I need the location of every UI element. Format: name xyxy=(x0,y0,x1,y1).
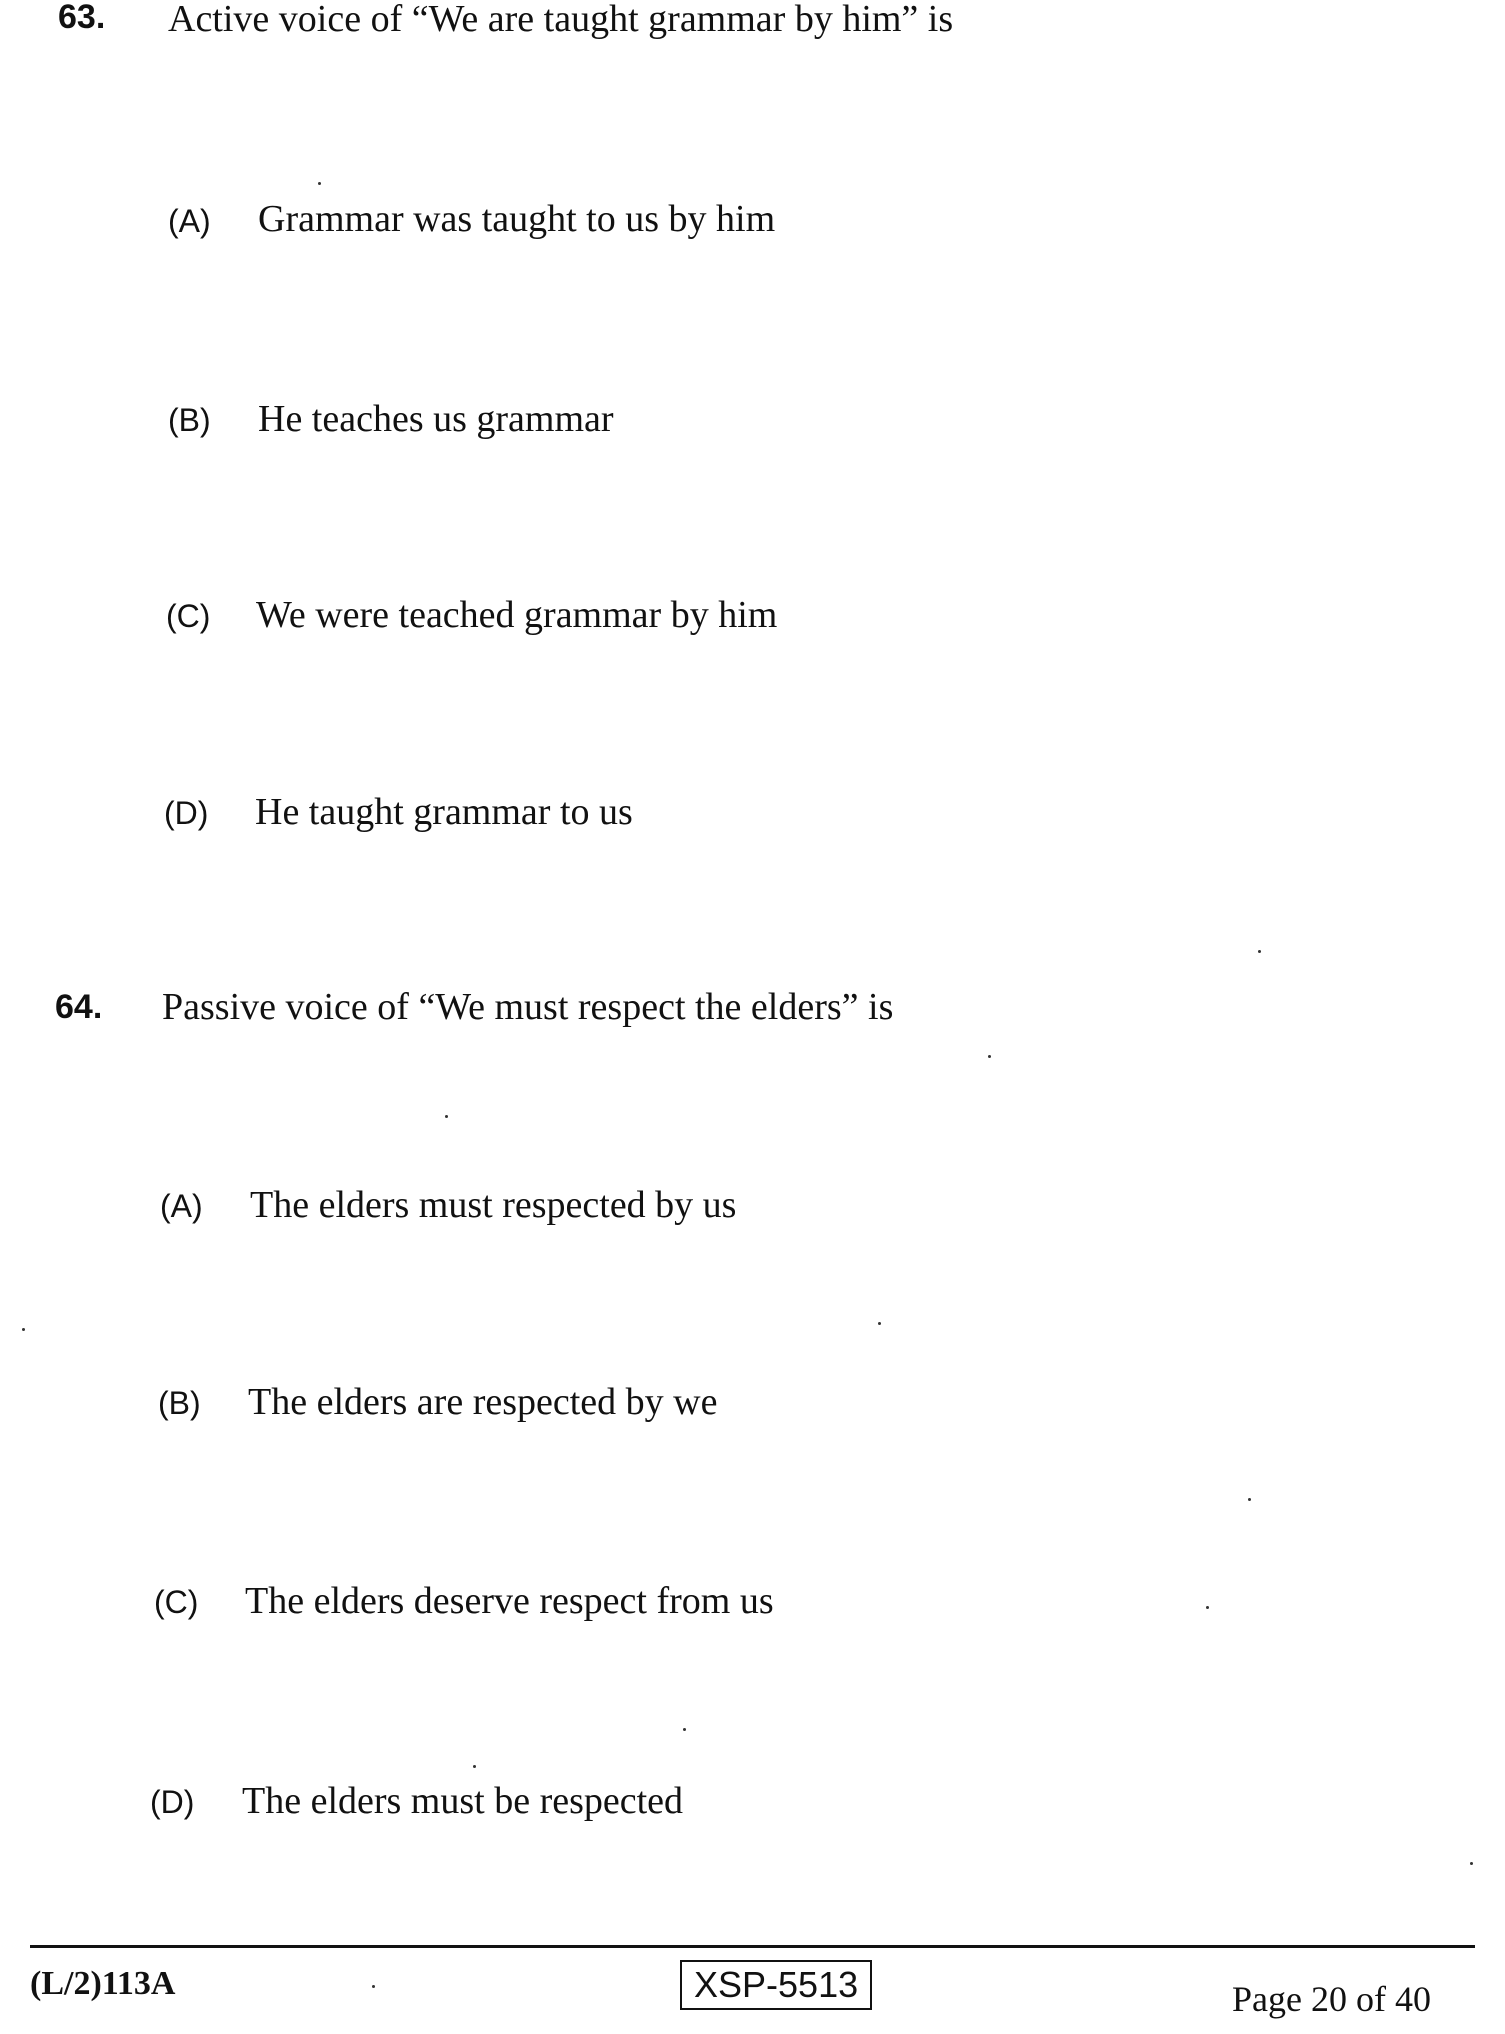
option-letter-d: (D) xyxy=(164,795,209,831)
booklet-code: (L/2)113A xyxy=(30,1965,176,2002)
option-text-c: We were teached grammar by him xyxy=(256,594,778,636)
option-text-a: Grammar was taught to us by him xyxy=(258,198,776,240)
scan-speck xyxy=(1248,1498,1251,1501)
scan-speck xyxy=(1206,1606,1209,1609)
scan-speck xyxy=(683,1728,686,1731)
scan-speck xyxy=(22,1328,25,1331)
scan-speck xyxy=(445,1115,448,1118)
option-letter-d: (D) xyxy=(150,1784,195,1820)
scan-speck xyxy=(878,1322,881,1325)
series-code-box: XSP-5513 xyxy=(680,1960,872,2010)
question-number: 63. xyxy=(58,0,106,36)
option-letter-c: (C) xyxy=(166,598,211,634)
option-letter-a: (A) xyxy=(168,203,211,239)
option-letter-a: (A) xyxy=(160,1188,203,1224)
question-text: Passive voice of “We must respect the elders” is xyxy=(162,986,894,1028)
page-number: Page 20 of 40 xyxy=(1232,1979,1431,2019)
scan-speck xyxy=(988,1055,991,1058)
question-number: 64. xyxy=(55,988,103,1026)
option-letter-c: (C) xyxy=(154,1584,199,1620)
option-text-b: The elders are respected by we xyxy=(248,1381,718,1423)
option-text-d: The elders must be respected xyxy=(242,1780,684,1822)
option-text-a: The elders must respected by us xyxy=(250,1184,737,1226)
question-text: Active voice of “We are taught grammar by him” is xyxy=(168,0,954,40)
scan-speck xyxy=(1258,950,1261,953)
option-text-b: He teaches us grammar xyxy=(258,398,614,440)
scan-speck xyxy=(1470,1862,1473,1865)
footer-rule xyxy=(30,1945,1475,1948)
scan-speck xyxy=(318,182,321,185)
scan-speck xyxy=(473,1765,476,1768)
option-text-c: The elders deserve respect from us xyxy=(245,1580,774,1622)
option-letter-b: (B) xyxy=(168,402,211,438)
option-text-d: He taught grammar to us xyxy=(255,791,633,833)
option-letter-b: (B) xyxy=(158,1385,201,1421)
scan-speck xyxy=(372,1985,375,1988)
